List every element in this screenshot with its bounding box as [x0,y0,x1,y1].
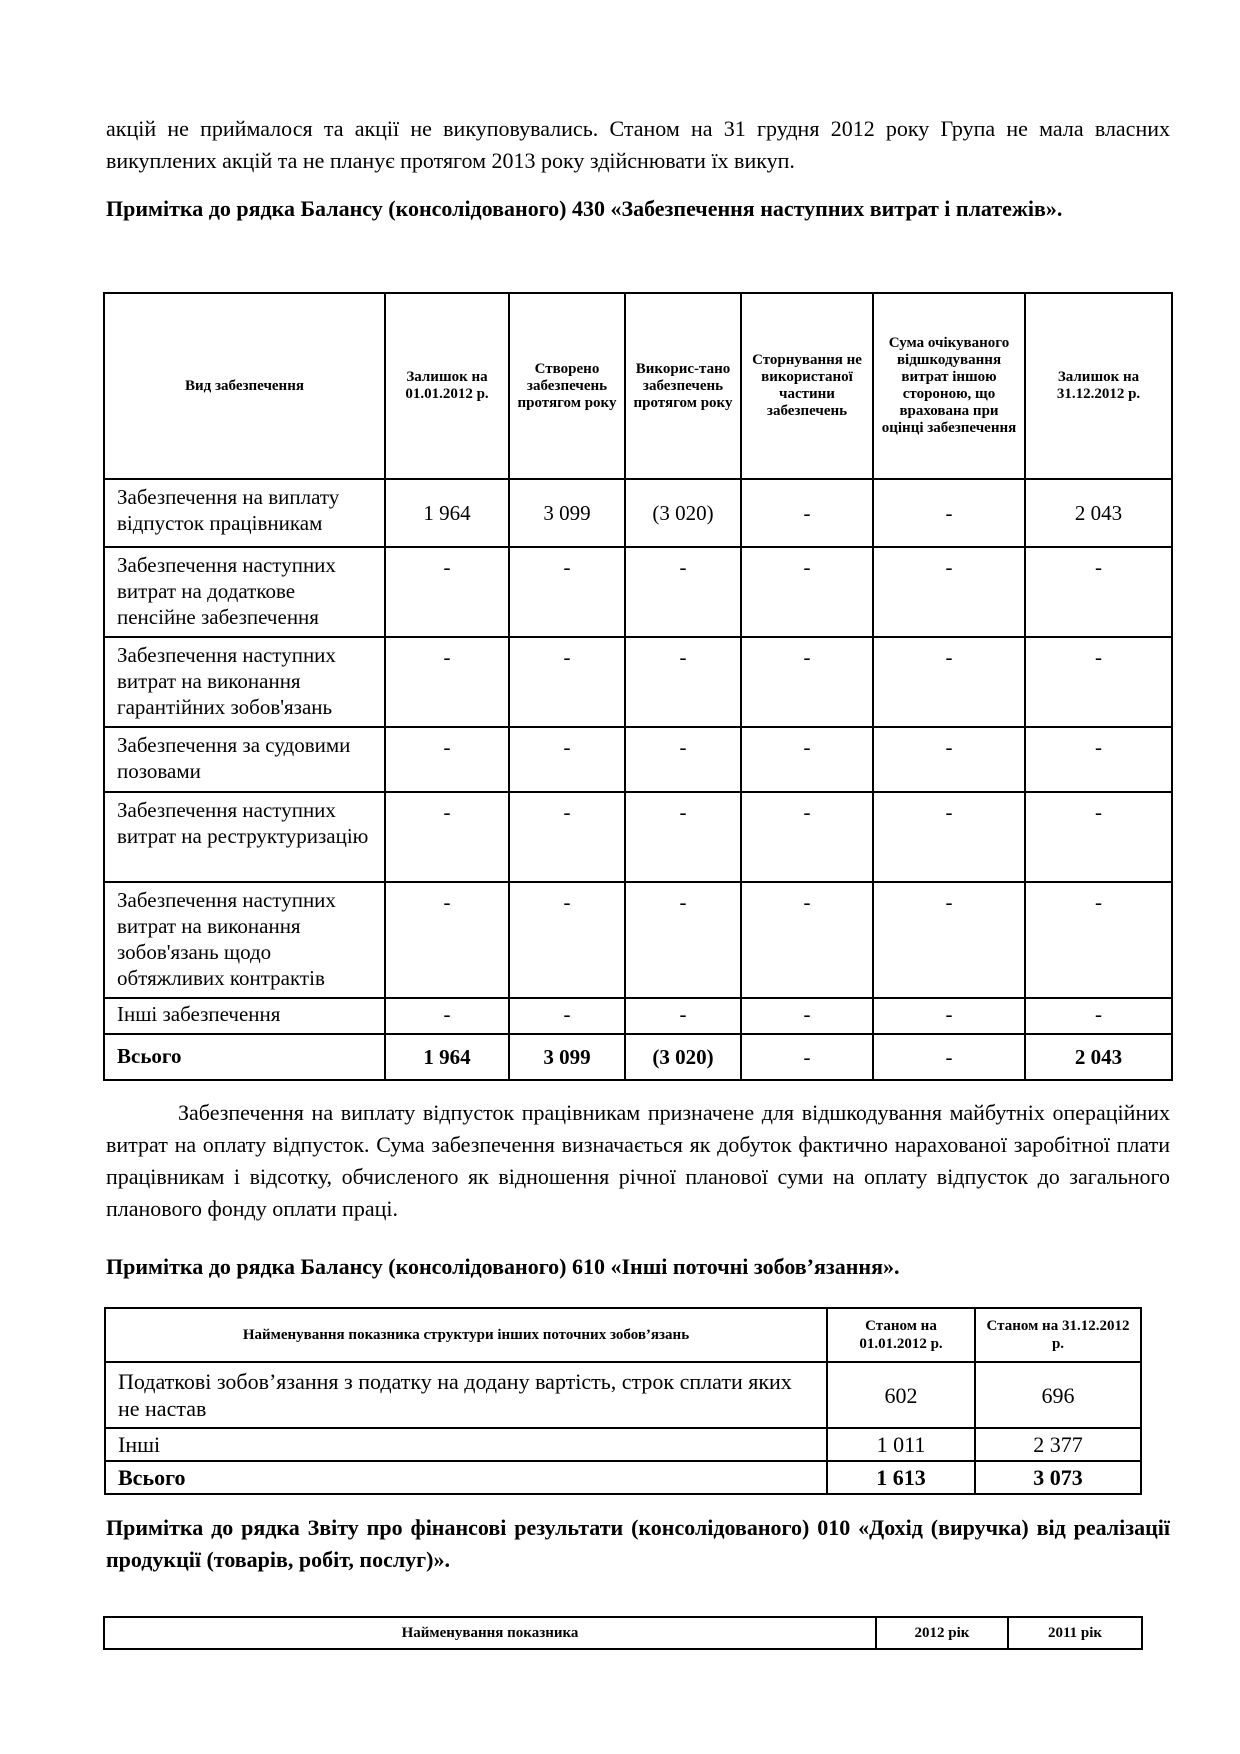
table-cell: - [625,882,741,998]
table-header-row [104,293,1172,479]
note-010-heading: Примітка до рядка Звіту про фінансові результати (консолідованого) 010 «Дохід (виручка) від реалізації продукції (товарів, робіт, послуг)». [106,1515,1170,1572]
table-cell: 1 011 [827,1428,975,1461]
table-cell: - [625,792,741,882]
column-header: Залишок на 01.01.2012 р. [385,293,509,479]
column-header: Найменування показника структури інших поточних зобов’язань [105,1308,827,1362]
intro-paragraph: акцій не приймалося та акції не викуповувались. Станом на 31 грудня 2012 року Група не мала власних викуплених акцій та не планує протягом 2013 року здійснювати їх викуп. [106,116,1170,173]
table-row [104,637,1172,727]
table-cell: - [873,727,1025,792]
table-cell: - [873,1034,1025,1080]
table-cell: 3 073 [975,1461,1141,1494]
table-row [104,998,1172,1034]
vacation-paragraph: Забезпечення на виплату відпусток працівникам призначене для відшкодування майбутніх операційних витрат на оплату відпусток. Сума забезпечення визначається як добуток фактично нарахованої заробітної плати працівникам і відсотку, обчисленого як відношення річної планової суми на оплату відпусток до загального планового фонду оплати праці. [106,1100,1170,1221]
row-label: Забезпечення наступних витрат на виконання зобов'язань щодо обтяжливих контрактів [104,882,385,998]
row-label: Податкові зобов’язання з податку на додану вартість, строк сплати яких не настав [105,1362,827,1428]
table-cell: - [741,882,873,998]
table-cell: - [741,792,873,882]
table-cell: 2 043 [1025,479,1172,547]
table-cell: 2 377 [975,1428,1141,1461]
table-cell: - [509,727,625,792]
table-cell: - [625,998,741,1034]
table-cell: (3 020) [625,479,741,547]
table-header-row [104,1617,1142,1649]
table-cell: 3 099 [509,479,625,547]
table-cell: - [1025,727,1172,792]
row-label: Забезпечення наступних витрат на додаткове пенсійне забезпечення [104,547,385,637]
row-label: Забезпечення наступних витрат на виконання гарантійних зобов'язань [104,637,385,727]
other-liabilities-table [104,1307,1142,1495]
table-cell: - [1025,882,1172,998]
table-cell: - [509,792,625,882]
column-header: Найменування показника [104,1617,876,1649]
total-row [105,1461,1141,1494]
note-610-heading: Примітка до рядка Балансу (консолідованого) 610 «Інші поточні зобов’язання». [106,1254,900,1279]
column-header: 2012 рік [876,1617,1008,1649]
table-cell: - [385,792,509,882]
column-header: Станом на 01.01.2012 р. [827,1308,975,1362]
table-cell: - [1025,547,1172,637]
table-cell: 602 [827,1362,975,1428]
column-header: Станом на 31.12.2012 р. [975,1308,1141,1362]
table-row [104,792,1172,882]
table-cell: - [385,727,509,792]
row-label: Інші [105,1428,827,1461]
table-cell: - [873,547,1025,637]
table-cell: - [741,479,873,547]
row-label: Всього [105,1461,827,1494]
note-430-heading: Примітка до рядка Балансу (консолідованого) 430 «Забезпечення наступних витрат і платежів». [106,196,1063,221]
row-label: Забезпечення за судовими позовами [104,727,385,792]
table-cell: - [385,882,509,998]
table-cell: - [385,637,509,727]
table-cell: - [873,998,1025,1034]
table-cell: - [1025,998,1172,1034]
table-row [104,479,1172,547]
column-header: Викорис-тано забезпечень протягом року [625,293,741,479]
provisions-table [103,292,1173,1081]
row-label: Всього [104,1034,385,1080]
table-cell: - [741,727,873,792]
table-cell: - [509,637,625,727]
column-header: Створено забезпечень протягом року [509,293,625,479]
revenue-table [103,1616,1143,1650]
table-cell: - [741,998,873,1034]
table-cell: - [873,882,1025,998]
table-cell: 3 099 [509,1034,625,1080]
table-header-row [105,1308,1141,1362]
table-cell: - [1025,637,1172,727]
table-cell: - [873,637,1025,727]
table-cell: 1 613 [827,1461,975,1494]
table-cell: - [509,547,625,637]
table-cell: - [509,998,625,1034]
row-label: Інші забезпечення [104,998,385,1034]
column-header: Сторнування не використаної частини забезпечень [741,293,873,479]
column-header: Сума очікуваного відшкодування витрат іншою стороною, що врахована при оцінці забезпечення [873,293,1025,479]
table-row [105,1362,1141,1428]
table-row [105,1428,1141,1461]
table-cell: - [741,637,873,727]
table-cell: (3 020) [625,1034,741,1080]
table-cell: 2 043 [1025,1034,1172,1080]
table-cell: 1 964 [385,479,509,547]
table-cell: - [741,1034,873,1080]
table-cell: - [741,547,873,637]
table-cell: - [873,479,1025,547]
total-row [104,1034,1172,1080]
row-label: Забезпечення на виплату відпусток працівникам [104,479,385,547]
column-header: 2011 рік [1008,1617,1142,1649]
table-row [104,727,1172,792]
table-cell: - [509,882,625,998]
table-cell: - [873,792,1025,882]
table-cell: 696 [975,1362,1141,1428]
column-header: Залишок на 31.12.2012 р. [1025,293,1172,479]
table-cell: - [385,547,509,637]
table-cell: - [625,727,741,792]
table-row [104,882,1172,998]
table-row [104,547,1172,637]
table-cell: - [625,547,741,637]
table-cell: - [1025,792,1172,882]
table-cell: - [625,637,741,727]
table-cell: 1 964 [385,1034,509,1080]
column-header: Вид забезпечення [104,293,385,479]
row-label: Забезпечення наступних витрат на реструктуризацію [104,792,385,882]
table-cell: - [385,998,509,1034]
